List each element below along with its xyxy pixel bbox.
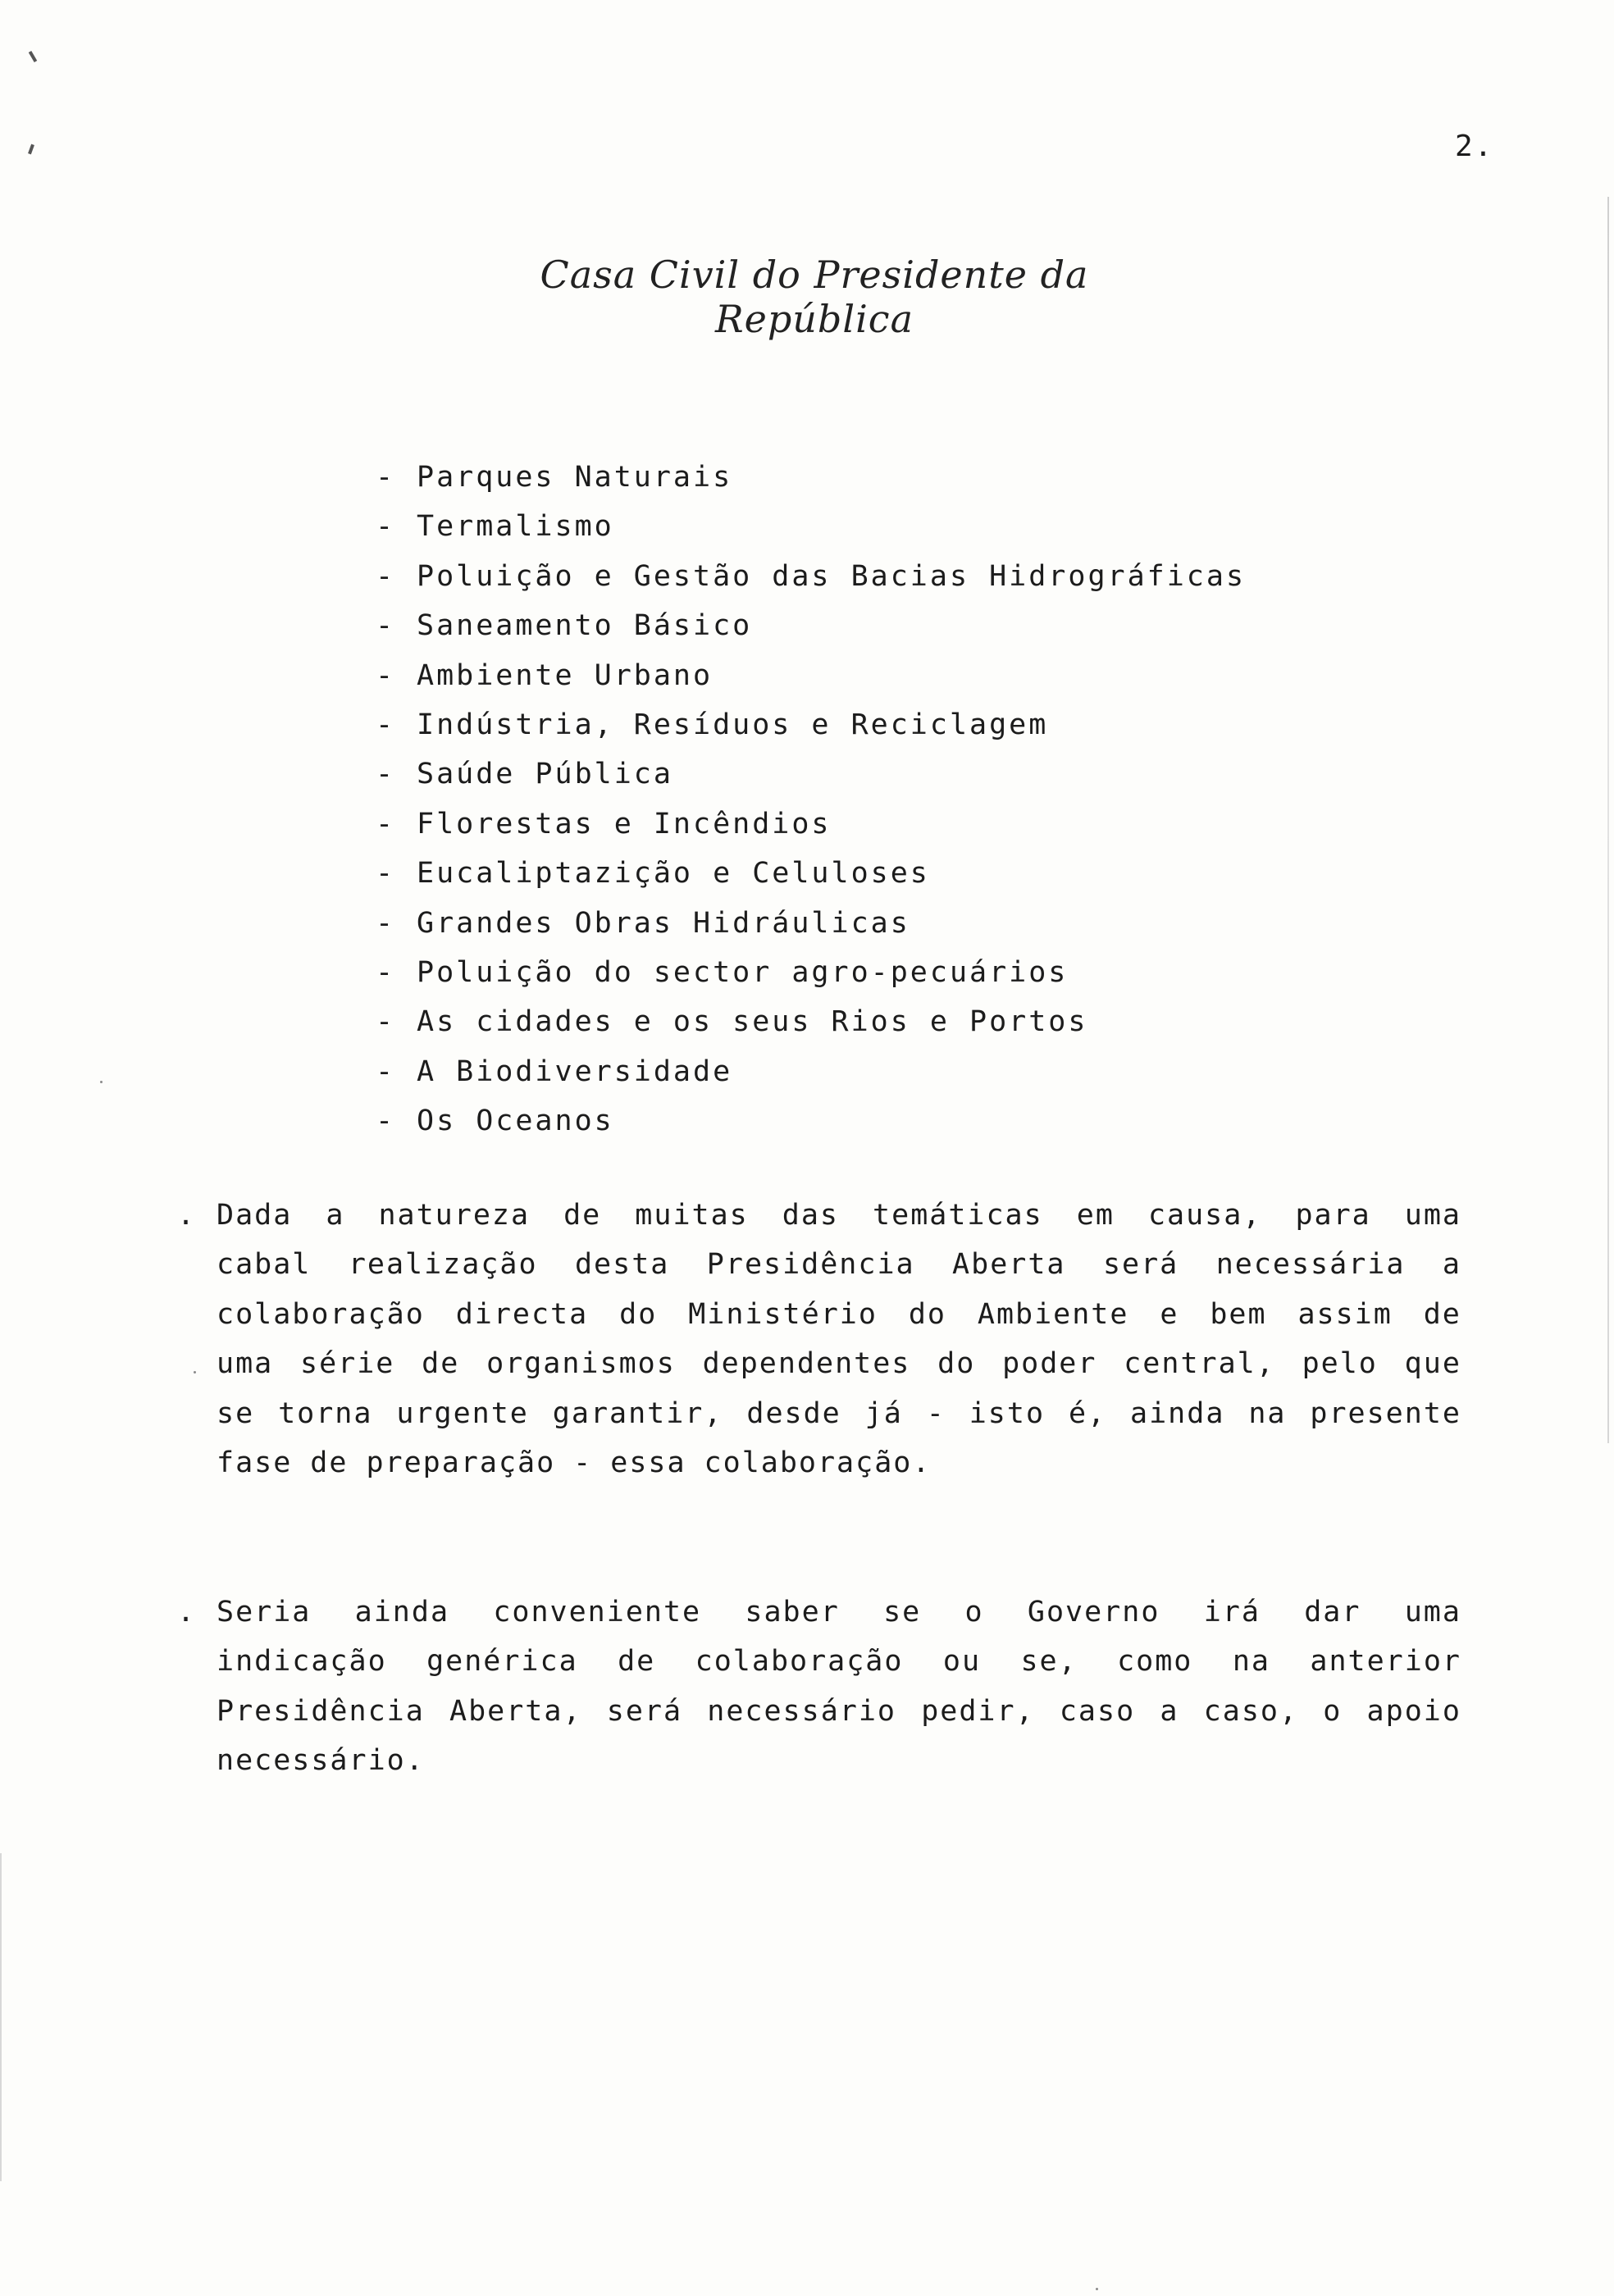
topic-item bbox=[376, 948, 1246, 997]
paragraph-line: colaboração directa do Ministério do Ambiente e bem assim de bbox=[217, 1297, 1461, 1331]
topic-item bbox=[376, 849, 1246, 898]
topic-list bbox=[376, 453, 1246, 1146]
topic-item bbox=[376, 899, 1246, 948]
paragraph-text bbox=[217, 1191, 1461, 1487]
list-dash: - bbox=[376, 510, 396, 544]
letterhead: Casa Civil do Presidente da República bbox=[540, 253, 1089, 341]
list-dash: - bbox=[376, 956, 396, 990]
list-dash: - bbox=[376, 1105, 396, 1138]
topic-item bbox=[376, 749, 1246, 799]
paragraph-line: Dada a natureza de muitas das temáticas em causa, para uma bbox=[217, 1199, 1461, 1232]
topic-label: Saúde Pública bbox=[417, 758, 673, 791]
paragraph bbox=[177, 1588, 1461, 1786]
topic-item bbox=[376, 552, 1246, 601]
topic-label: Termalismo bbox=[417, 510, 614, 544]
topic-label: Ambiente Urbano bbox=[417, 658, 714, 692]
list-dash: - bbox=[376, 857, 396, 891]
topic-label: Florestas e Incêndios bbox=[417, 807, 832, 840]
topic-label: As cidades e os seus Rios e Portos bbox=[417, 1005, 1088, 1039]
topic-item bbox=[376, 1047, 1246, 1096]
topic-item bbox=[376, 453, 1246, 502]
topic-item bbox=[376, 700, 1246, 749]
paragraph-line: uma série de organismos dependentes do poder central, pelo que bbox=[217, 1347, 1461, 1381]
topic-label: A Biodiversidade bbox=[417, 1055, 733, 1088]
list-dash: - bbox=[376, 658, 396, 692]
topic-label: Eucaliptazição e Celuloses bbox=[417, 857, 930, 891]
paragraph-text bbox=[217, 1588, 1461, 1786]
paragraph-line: fase de preparação - essa colaboração. bbox=[217, 1446, 932, 1480]
paragraph-line: Presidência Aberta, será necessário pedir, caso a caso, o apoio bbox=[217, 1694, 1461, 1728]
topic-label: Saneamento Básico bbox=[417, 609, 753, 643]
scan-speck bbox=[1096, 2288, 1098, 2290]
paragraph-line: se torna urgente garantir, desde já - isto é, ainda na presente bbox=[217, 1396, 1461, 1430]
topic-label: Parques Naturais bbox=[417, 461, 733, 494]
list-dash: - bbox=[376, 1005, 396, 1039]
list-dash: - bbox=[376, 1055, 396, 1088]
topic-label: Grandes Obras Hidráulicas bbox=[417, 906, 910, 940]
paragraph-line: indicação genérica de colaboração ou se, como na anterior bbox=[217, 1645, 1461, 1679]
topic-item bbox=[376, 997, 1246, 1046]
scan-mark bbox=[28, 144, 34, 155]
scan-edge-line bbox=[0, 1853, 2, 2181]
scan-mark bbox=[29, 51, 37, 62]
topic-item bbox=[376, 651, 1246, 700]
topic-label: Poluição do sector agro-pecuários bbox=[417, 956, 1069, 990]
paragraph-bullet: . bbox=[177, 1199, 197, 1232]
paragraph-line: cabal realização desta Presidência Aberta será necessária a bbox=[217, 1248, 1461, 1282]
paragraph bbox=[177, 1191, 1461, 1487]
topic-label: Os Oceanos bbox=[417, 1105, 614, 1138]
topic-item bbox=[376, 800, 1246, 849]
topic-item bbox=[376, 1096, 1246, 1146]
list-dash: - bbox=[376, 559, 396, 593]
list-dash: - bbox=[376, 708, 396, 742]
topic-label: Indústria, Resíduos e Reciclagem bbox=[417, 708, 1049, 742]
topic-item bbox=[376, 601, 1246, 650]
list-dash: - bbox=[376, 807, 396, 840]
topic-label: Poluição e Gestão das Bacias Hidrográficas bbox=[417, 559, 1247, 593]
paragraph-bullet: . bbox=[177, 1596, 197, 1629]
list-dash: - bbox=[376, 906, 396, 940]
page-number: 2. bbox=[1455, 130, 1494, 163]
paragraph-line: Seria ainda conveniente saber se o Governo irá dar uma bbox=[217, 1596, 1461, 1629]
list-dash: - bbox=[376, 758, 396, 791]
scan-speck bbox=[100, 1081, 103, 1083]
list-dash: - bbox=[376, 609, 396, 643]
paragraph-line: necessário. bbox=[217, 1744, 425, 1778]
topic-item bbox=[376, 502, 1246, 551]
scan-edge-line bbox=[1607, 197, 1609, 1443]
list-dash: - bbox=[376, 461, 396, 494]
